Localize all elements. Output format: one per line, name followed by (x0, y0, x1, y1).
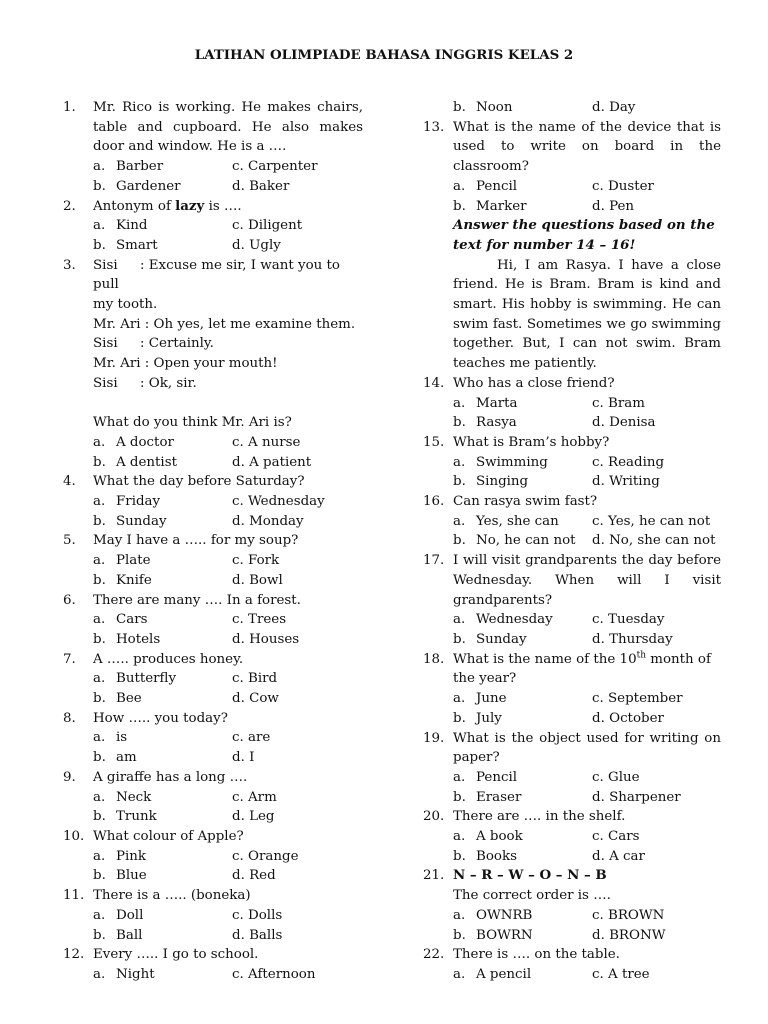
options-row (453, 98, 721, 118)
dialogue-text: : Certainly. (140, 336, 214, 352)
option-b: A dentist (116, 454, 177, 470)
question-text: There are …. in the shelf. (453, 809, 626, 825)
dialogue-line (93, 334, 363, 354)
question-number: 11. (63, 888, 85, 904)
option-letter: a. (93, 966, 106, 982)
question-number: 2. (63, 198, 76, 214)
option-b: BOWRN (476, 927, 533, 943)
option-letter: a. (93, 789, 106, 805)
option-c: c. Trees (232, 612, 287, 628)
option-letter: b. (453, 198, 466, 214)
question-number: 17. (423, 553, 445, 569)
left-column (63, 98, 363, 985)
option-d: d. Bowl (232, 572, 283, 588)
option-letter: b. (93, 454, 106, 470)
question-text-part: What is the name of the 10 (453, 651, 637, 667)
question-number: 6. (63, 592, 76, 608)
speaker: Sisi (93, 336, 118, 352)
option-d: d. Cow (232, 691, 279, 707)
question-text-part: month of the year? (453, 651, 711, 687)
option-letter: a. (93, 848, 106, 864)
page-title: LATIHAN OLIMPIADE BAHASA INGGRIS KELAS 2 (194, 47, 574, 63)
option-b: Eraser (476, 789, 522, 805)
options-row (453, 472, 721, 492)
option-c: c. A nurse (232, 434, 301, 450)
option-c: c. Bram (592, 395, 645, 411)
question-text (453, 650, 721, 689)
option-a: A book (476, 829, 523, 845)
options-row (93, 906, 363, 926)
option-a: A pencil (476, 966, 532, 982)
option-b: Bee (116, 691, 142, 707)
question-number: 4. (63, 474, 76, 490)
scrambled-letters-text: N – R – W – O – N – B (453, 867, 607, 884)
question-16 (423, 492, 721, 512)
question-text: What do you think Mr. Ari is? (93, 415, 292, 431)
question-17 (423, 551, 721, 610)
question-3 (63, 256, 363, 295)
option-a: Neck (116, 789, 152, 805)
option-d: d. Houses (232, 631, 300, 647)
question-number: 20. (423, 809, 445, 825)
option-d: d. October (592, 710, 664, 726)
option-a: Cars (116, 612, 148, 628)
question-text: There is …. on the table. (453, 947, 620, 963)
option-d: d. A patient (232, 454, 312, 470)
right-column (423, 98, 721, 985)
option-b: Knife (116, 572, 152, 588)
option-d: d. Leg (232, 809, 275, 825)
options-row (453, 413, 721, 433)
question-5 (63, 531, 363, 551)
question-number: 7. (63, 651, 76, 667)
options-row (93, 433, 363, 453)
option-d: d. Monday (232, 513, 304, 529)
options-row (93, 788, 363, 808)
option-c: c. Wednesday (232, 494, 325, 510)
option-a: A doctor (116, 434, 174, 450)
option-a: Doll (116, 907, 144, 923)
option-b: Hotels (116, 631, 161, 647)
option-letter: b. (453, 415, 466, 431)
question-number: 21. (423, 868, 445, 884)
question-text: Every ….. I go to school. (93, 947, 259, 963)
question-text: How ….. you today? (93, 710, 228, 726)
question-13 (423, 118, 721, 177)
question-text: The correct order is …. (453, 888, 611, 904)
option-a: Marta (476, 395, 518, 411)
option-b: Trunk (116, 809, 157, 825)
option-letter: a. (453, 454, 466, 470)
options-row (93, 965, 363, 985)
option-c: c. A tree (592, 966, 650, 982)
option-letter: a. (93, 907, 106, 923)
option-c: c. Cars (592, 829, 640, 845)
scrambled-letters (453, 866, 721, 886)
question-text: There is a ….. (boneka) (93, 888, 251, 904)
option-a: Yes, she can (476, 513, 559, 529)
question-text-part: is …. (204, 198, 242, 214)
question-text: What is the object used for writing on paper? (453, 730, 721, 766)
option-letter: b. (453, 789, 466, 805)
option-letter: b. (93, 691, 106, 707)
option-c: c. Orange (232, 848, 299, 864)
options-row (93, 689, 363, 709)
option-letter: b. (93, 178, 106, 194)
dialogue-line: my tooth. (93, 297, 158, 313)
options-row (93, 571, 363, 591)
option-letter: b. (93, 572, 106, 588)
options-row (453, 197, 721, 217)
option-a: Barber (116, 159, 164, 175)
question-text: A ….. produces honey. (93, 651, 244, 667)
option-d: d. A car (592, 848, 645, 864)
question-text: What is the name of the device that is used to write on board in the classroom? (453, 119, 721, 175)
options-row (93, 216, 363, 236)
option-a: Pink (116, 848, 147, 864)
question-number: 10. (63, 829, 85, 844)
question-number: 1. (63, 100, 76, 115)
option-a: Plate (116, 553, 151, 569)
options-row (93, 728, 363, 748)
question-number: 8. (63, 710, 76, 726)
question-1 (63, 98, 363, 157)
option-letter: a. (93, 671, 106, 687)
question-text: May I have a ….. for my soup? (93, 533, 299, 549)
option-c: c. Afternoon (232, 966, 316, 982)
option-a: June (476, 691, 507, 707)
option-letter: b. (453, 474, 466, 490)
dialogue-line: Mr. Ari : Open your mouth! (93, 356, 278, 372)
option-c: c. September (592, 691, 683, 707)
question-text (93, 197, 363, 217)
option-b: Ball (116, 927, 143, 943)
option-letter: b. (93, 237, 106, 253)
options-row (93, 157, 363, 177)
option-b: Blue (116, 868, 147, 884)
option-letter: a. (453, 691, 466, 707)
option-a: Friday (116, 494, 161, 510)
options-row (93, 866, 363, 886)
question-number: 9. (63, 769, 76, 785)
option-letter: a. (453, 395, 466, 411)
speaker: Sisi (93, 375, 118, 391)
option-b: Smart (116, 237, 158, 253)
option-letter: b. (453, 927, 466, 943)
option-letter: a. (453, 829, 466, 845)
option-letter: a. (93, 159, 106, 175)
option-letter: b. (453, 631, 466, 647)
dialogue-text: : Ok, sir. (140, 375, 197, 391)
option-letter: a. (453, 612, 466, 628)
question-10 (63, 827, 363, 847)
question-number: 19. (423, 730, 445, 746)
option-b: Books (476, 848, 517, 864)
option-d: d. Balls (232, 927, 283, 943)
option-c: c. Glue (592, 769, 640, 785)
options-row (453, 177, 721, 197)
option-c: c. Yes, he can not (592, 513, 711, 529)
options-row (453, 906, 721, 926)
question-text: Can rasya swim fast? (453, 494, 598, 510)
question-18 (423, 650, 721, 689)
option-b: Rasya (476, 415, 517, 431)
options-row (453, 965, 721, 985)
options-row (453, 768, 721, 788)
option-letter: a. (93, 218, 106, 234)
option-letter: b. (93, 809, 106, 825)
option-b: Noon (476, 100, 513, 115)
option-b: Sunday (476, 631, 527, 647)
option-c: c. Tuesday (592, 612, 665, 628)
option-a: Kind (116, 218, 148, 234)
option-d: d. Red (232, 868, 276, 884)
option-c: c. Reading (592, 454, 665, 470)
option-a: is (116, 730, 128, 746)
question-19 (423, 729, 721, 768)
question-text: Mr. Rico is working. He makes chairs, table and cupboard. He also makes door and window. He is a …. (93, 100, 363, 155)
option-d: d. Day (592, 100, 636, 115)
question-text-part: Antonym of (93, 198, 176, 214)
option-letter: a. (93, 553, 106, 569)
option-a: Pencil (476, 769, 518, 785)
option-c: c. Diligent (232, 218, 303, 234)
option-a: Wednesday (476, 612, 553, 628)
options-row (93, 807, 363, 827)
option-letter: a. (453, 907, 466, 923)
option-letter: a. (93, 612, 106, 628)
option-c: c. Arm (232, 789, 277, 805)
question-14 (423, 374, 721, 394)
question-number: 3. (63, 257, 76, 273)
option-a: Pencil (476, 178, 518, 194)
option-a: OWNRB (476, 907, 533, 923)
option-d: d. No, she can not (592, 533, 716, 549)
option-letter: a. (453, 513, 466, 529)
options-row (453, 827, 721, 847)
option-letter: b. (453, 710, 466, 726)
question-7 (63, 650, 363, 670)
option-c: c. Bird (232, 671, 278, 687)
reading-instruction: Answer the questions based on the text for number 14 – 16! (453, 217, 715, 253)
option-d: d. BRONW (592, 927, 666, 943)
options-row (93, 236, 363, 256)
option-c: c. Duster (592, 178, 654, 194)
question-number: 13. (423, 119, 445, 135)
question-number: 18. (423, 651, 445, 667)
option-letter: b. (453, 848, 466, 864)
option-d: d. Thursday (592, 631, 673, 647)
options-row (93, 610, 363, 630)
question-11 (63, 886, 363, 906)
option-c: c. BROWN (592, 907, 665, 923)
question-21 (423, 866, 721, 886)
options-row (453, 847, 721, 867)
options-row (453, 394, 721, 414)
option-d: d. Pen (592, 198, 635, 214)
option-d: d. Ugly (232, 237, 281, 253)
question-text: A giraffe has a long …. (93, 769, 248, 785)
question-15 (423, 433, 721, 453)
question-4 (63, 472, 363, 492)
options-row (93, 551, 363, 571)
options-row (93, 453, 363, 473)
question-20 (423, 807, 721, 827)
question-text: I will visit grandparents the day before Wednesday. When will I visit grandparents? (453, 553, 721, 608)
option-b: am (116, 750, 137, 766)
options-row (93, 847, 363, 867)
option-letter: b. (93, 927, 106, 943)
options-row (453, 689, 721, 709)
option-b: Sunday (116, 513, 167, 529)
option-b: Gardener (116, 178, 181, 194)
option-letter: b. (93, 631, 106, 647)
options-row (453, 709, 721, 729)
option-c: c. are (232, 730, 271, 746)
question-6 (63, 591, 363, 611)
question-number: 12. (63, 947, 85, 963)
option-letter: b. (453, 100, 466, 115)
option-letter: a. (93, 730, 106, 746)
question-9 (63, 768, 363, 788)
options-row (453, 531, 721, 551)
options-row (453, 630, 721, 650)
option-b: Singing (476, 474, 529, 490)
question-number: 15. (423, 434, 445, 450)
speaker: Sisi (93, 257, 118, 273)
option-d: d. I (232, 750, 255, 766)
options-row (93, 512, 363, 532)
option-letter: a. (93, 434, 106, 450)
option-letter: a. (453, 769, 466, 785)
option-d: d. Writing (592, 474, 660, 490)
question-number: 14. (423, 375, 445, 391)
options-row (93, 669, 363, 689)
question-2 (63, 197, 363, 217)
dialogue-line: Mr. Ari : Oh yes, let me examine them. (93, 316, 356, 332)
option-c: c. Dolls (232, 907, 283, 923)
dialogue-line (93, 374, 363, 394)
option-letter: a. (93, 494, 106, 510)
options-row (93, 177, 363, 197)
question-text: There are many …. In a forest. (93, 592, 301, 608)
question-8 (63, 709, 363, 729)
question-number: 16. (423, 494, 445, 510)
options-row (453, 788, 721, 808)
options-row (93, 630, 363, 650)
option-c: c. Carpenter (232, 159, 318, 175)
option-b: Marker (476, 198, 527, 214)
dialogue-line (93, 256, 363, 295)
option-c: c. Fork (232, 553, 280, 569)
option-b: July (476, 710, 502, 726)
question-number: 5. (63, 533, 76, 549)
question-text: What is Bram’s hobby? (453, 434, 610, 450)
dialogue-text: : Excuse me sir, I want you to pull (93, 257, 340, 293)
bold-word: lazy (175, 197, 205, 214)
option-a: Butterfly (116, 671, 177, 687)
options-row (453, 453, 721, 473)
option-a: Swimming (476, 454, 548, 470)
option-d: d. Sharpener (592, 789, 681, 805)
option-letter: b. (453, 533, 466, 549)
option-letter: b. (93, 750, 106, 766)
question-text: What colour of Apple? (93, 829, 244, 844)
option-letter: b. (93, 513, 106, 529)
options-row (93, 748, 363, 768)
option-letter: a. (453, 178, 466, 194)
options-row (453, 926, 721, 946)
superscript: th (636, 650, 647, 661)
option-b: No, he can not (476, 533, 576, 549)
question-12 (63, 945, 363, 965)
option-a: Night (116, 966, 155, 982)
question-number: 22. (423, 947, 445, 963)
question-text: What the day before Saturday? (93, 474, 305, 490)
passage-text: Hi, I am Rasya. I have a close friend. He is Bram. Bram is kind and smart. His hobby is swimming. He can swim fast. Sometimes we go swimming together. But, I can not swim. Bram teaches me patiently. (453, 257, 721, 372)
option-letter: a. (453, 966, 466, 982)
option-d: d. Baker (232, 178, 290, 194)
options-row (453, 512, 721, 532)
option-d: d. Denisa (592, 415, 656, 431)
reading-passage (453, 256, 721, 374)
question-text: Who has a close friend? (453, 375, 615, 391)
question-22 (423, 945, 721, 965)
options-row (453, 610, 721, 630)
option-letter: b. (93, 868, 106, 884)
options-row (93, 926, 363, 946)
options-row (93, 492, 363, 512)
